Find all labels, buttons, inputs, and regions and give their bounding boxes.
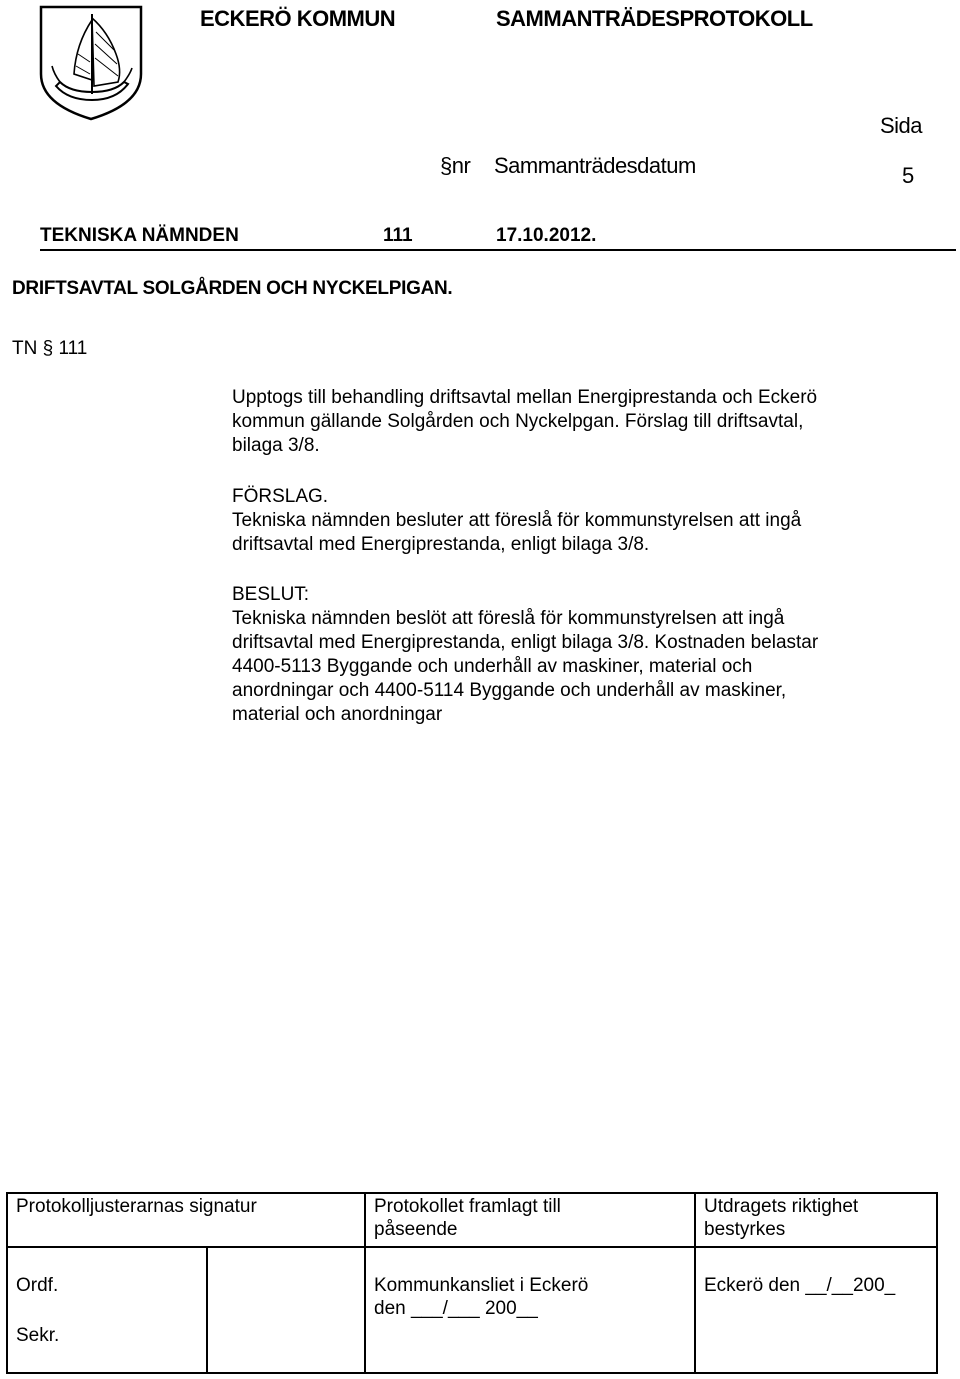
certified-value: Eckerö den __/__200_ xyxy=(704,1275,896,1296)
coat-of-arms-ship-icon xyxy=(38,4,144,122)
meeting-date-label: Sammanträdesdatum xyxy=(494,153,696,178)
posted-value-line: Kommunkansliet i Eckerö xyxy=(374,1275,589,1296)
signature-table xyxy=(6,1192,938,1374)
certified-header-line: bestyrkes xyxy=(704,1219,786,1240)
item-reference: TN § 111 xyxy=(12,338,88,359)
decision-line: 4400-5113 Byggande och underhåll av maskiner, material och xyxy=(232,656,753,677)
decision-heading: BESLUT: xyxy=(232,584,310,605)
posted-header xyxy=(374,1195,561,1241)
meeting-date: 17.10.2012. xyxy=(496,225,597,246)
posted-value-line: den ___/___ 200__ xyxy=(374,1298,538,1319)
posted-value xyxy=(374,1274,588,1320)
decision-line: driftsavtal med Energiprestanda, enligt bilaga 3/8. Kostnaden belastar xyxy=(232,632,819,653)
certified-header xyxy=(704,1195,858,1241)
document-type: SAMMANTRÄDESPROTOKOLL xyxy=(496,6,813,31)
decision-line: material och anordningar xyxy=(232,704,443,725)
decision-line: Tekniska nämnden beslöt att föreslå för kommunstyrelsen att ingå xyxy=(232,608,785,629)
municipality-name: ECKERÖ KOMMUN xyxy=(200,6,396,31)
intro-line: Upptogs till behandling driftsavtal mellan Energiprestanda och Eckerö xyxy=(232,387,818,408)
committee-name: TEKNISKA NÄMNDEN xyxy=(40,225,239,246)
signature-header: Protokolljusterarnas signatur xyxy=(16,1196,257,1217)
intro-paragraph xyxy=(232,386,817,458)
page-number: 5 xyxy=(902,163,915,188)
proposal-section xyxy=(232,485,801,557)
intro-line: bilaga 3/8. xyxy=(232,435,320,456)
secretary-label: Sekr. xyxy=(16,1325,60,1346)
posted-header-line: påseende xyxy=(374,1219,458,1240)
page-label: Sida xyxy=(880,113,923,138)
item-title: DRIFTSAVTAL SOLGÅRDEN OCH NYCKELPIGAN. xyxy=(12,278,453,299)
chairman-label: Ordf. xyxy=(16,1275,59,1296)
header-rule xyxy=(40,249,956,251)
intro-line: kommun gällande Solgården och Nyckelpgan. Förslag till driftsavtal, xyxy=(232,411,804,432)
proposal-line: driftsavtal med Energiprestanda, enligt bilaga 3/8. xyxy=(232,534,650,555)
section-number-label: §nr xyxy=(440,153,471,178)
decision-section xyxy=(232,583,818,727)
decision-line: anordningar och 4400-5114 Byggande och underhåll av maskiner, xyxy=(232,680,787,701)
proposal-line: Tekniska nämnden besluter att föreslå för kommunstyrelsen att ingå xyxy=(232,510,802,531)
posted-header-line: Protokollet framlagt till xyxy=(374,1196,561,1217)
proposal-heading: FÖRSLAG. xyxy=(232,486,329,507)
certified-header-line: Utdragets riktighet xyxy=(704,1196,859,1217)
section-number: 111 xyxy=(383,225,413,246)
